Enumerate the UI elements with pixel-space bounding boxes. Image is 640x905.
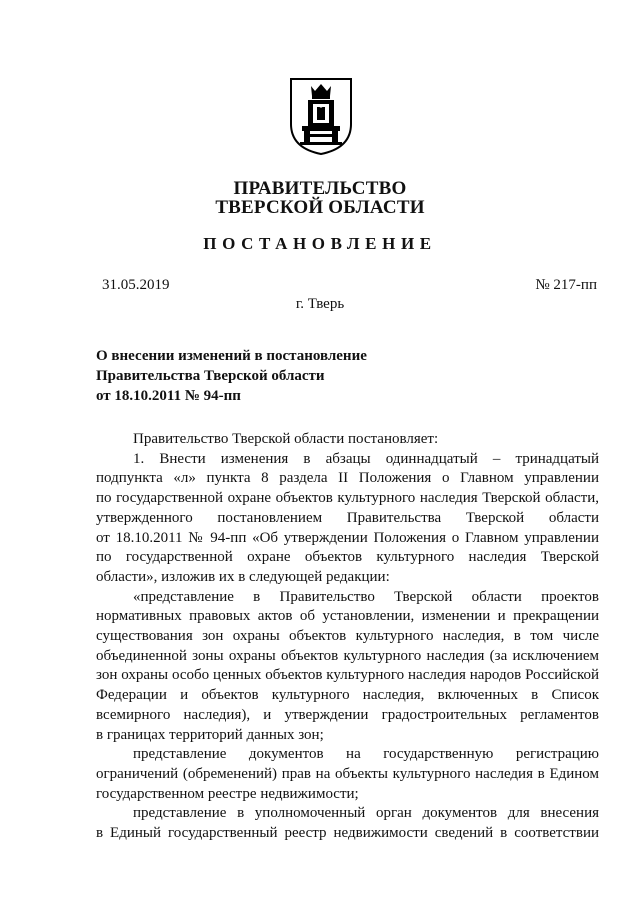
body-line: утвержденного постановлением Правительства Тверской области <box>96 509 599 526</box>
body-line: зон охраны особо ценных объектов культурного наследия народов Российской <box>96 667 599 684</box>
body-line: Правительство Тверской области постановляет: <box>133 431 439 447</box>
document-type-title: ПОСТАНОВЛЕНИЕ <box>203 234 437 253</box>
org-name-line1: ПРАВИТЕЛЬСТВО <box>233 178 407 199</box>
subject-line-1: О внесении изменений в постановление <box>96 348 367 364</box>
document-body <box>96 430 599 844</box>
tver-coat-of-arms-emblem <box>288 76 354 156</box>
body-line: подпункта «л» пункта 8 раздела II Положения о Главном управлении <box>96 470 599 487</box>
body-line: от 18.10.2011 № 94-пп «Об утверждении Положения о Главном управлении <box>96 529 599 546</box>
document-number: № 217-пп <box>535 277 597 293</box>
subject-line-2: Правительства Тверской области <box>96 368 325 384</box>
body-line: 1. Внести изменения в абзацы одиннадцатый – тринадцатый <box>133 450 599 467</box>
body-line: в границах территорий данных зон; <box>96 726 324 743</box>
body-line: по государственной охране объектов культурного наследия Тверской <box>96 549 599 566</box>
body-line: нормативных правовых актов об установлении, изменении и прекращении <box>96 608 599 625</box>
body-line: представление в уполномоченный орган документов для внесения <box>133 805 599 822</box>
body-line: области», изложив их в следующей редакции: <box>96 568 390 585</box>
document-city: г. Тверь <box>295 296 345 312</box>
document-date: 31.05.2019 <box>102 277 170 293</box>
body-line: представление документов на государственную регистрацию <box>133 746 599 763</box>
body-line: всемирного наследия), и утверждении градостроительных регламентов <box>96 706 599 723</box>
body-line: объединенной зоны охраны объектов культурного наследия (за исключением <box>96 647 599 664</box>
body-line: в Единый государственный реестр недвижимости сведений в соответствии <box>96 825 599 842</box>
body-line: по государственной охране объектов культурного наследия Тверской области, <box>96 490 599 507</box>
body-line: ограничений (обременений) прав на объекты культурного наследия в Едином <box>96 765 599 782</box>
body-line: Федерации и объектов культурного наследия, включенных в Список <box>96 687 599 704</box>
body-line: существования зон охраны объектов культурного наследия, в том числе <box>96 628 599 645</box>
body-line: государственном реестре недвижимости; <box>96 785 359 802</box>
body-line: «представление в Правительство Тверской области проектов <box>133 588 599 605</box>
org-name-line2: ТВЕРСКОЙ ОБЛАСТИ <box>215 197 425 218</box>
subject-line-3: от 18.10.2011 № 94-пп <box>96 388 241 404</box>
